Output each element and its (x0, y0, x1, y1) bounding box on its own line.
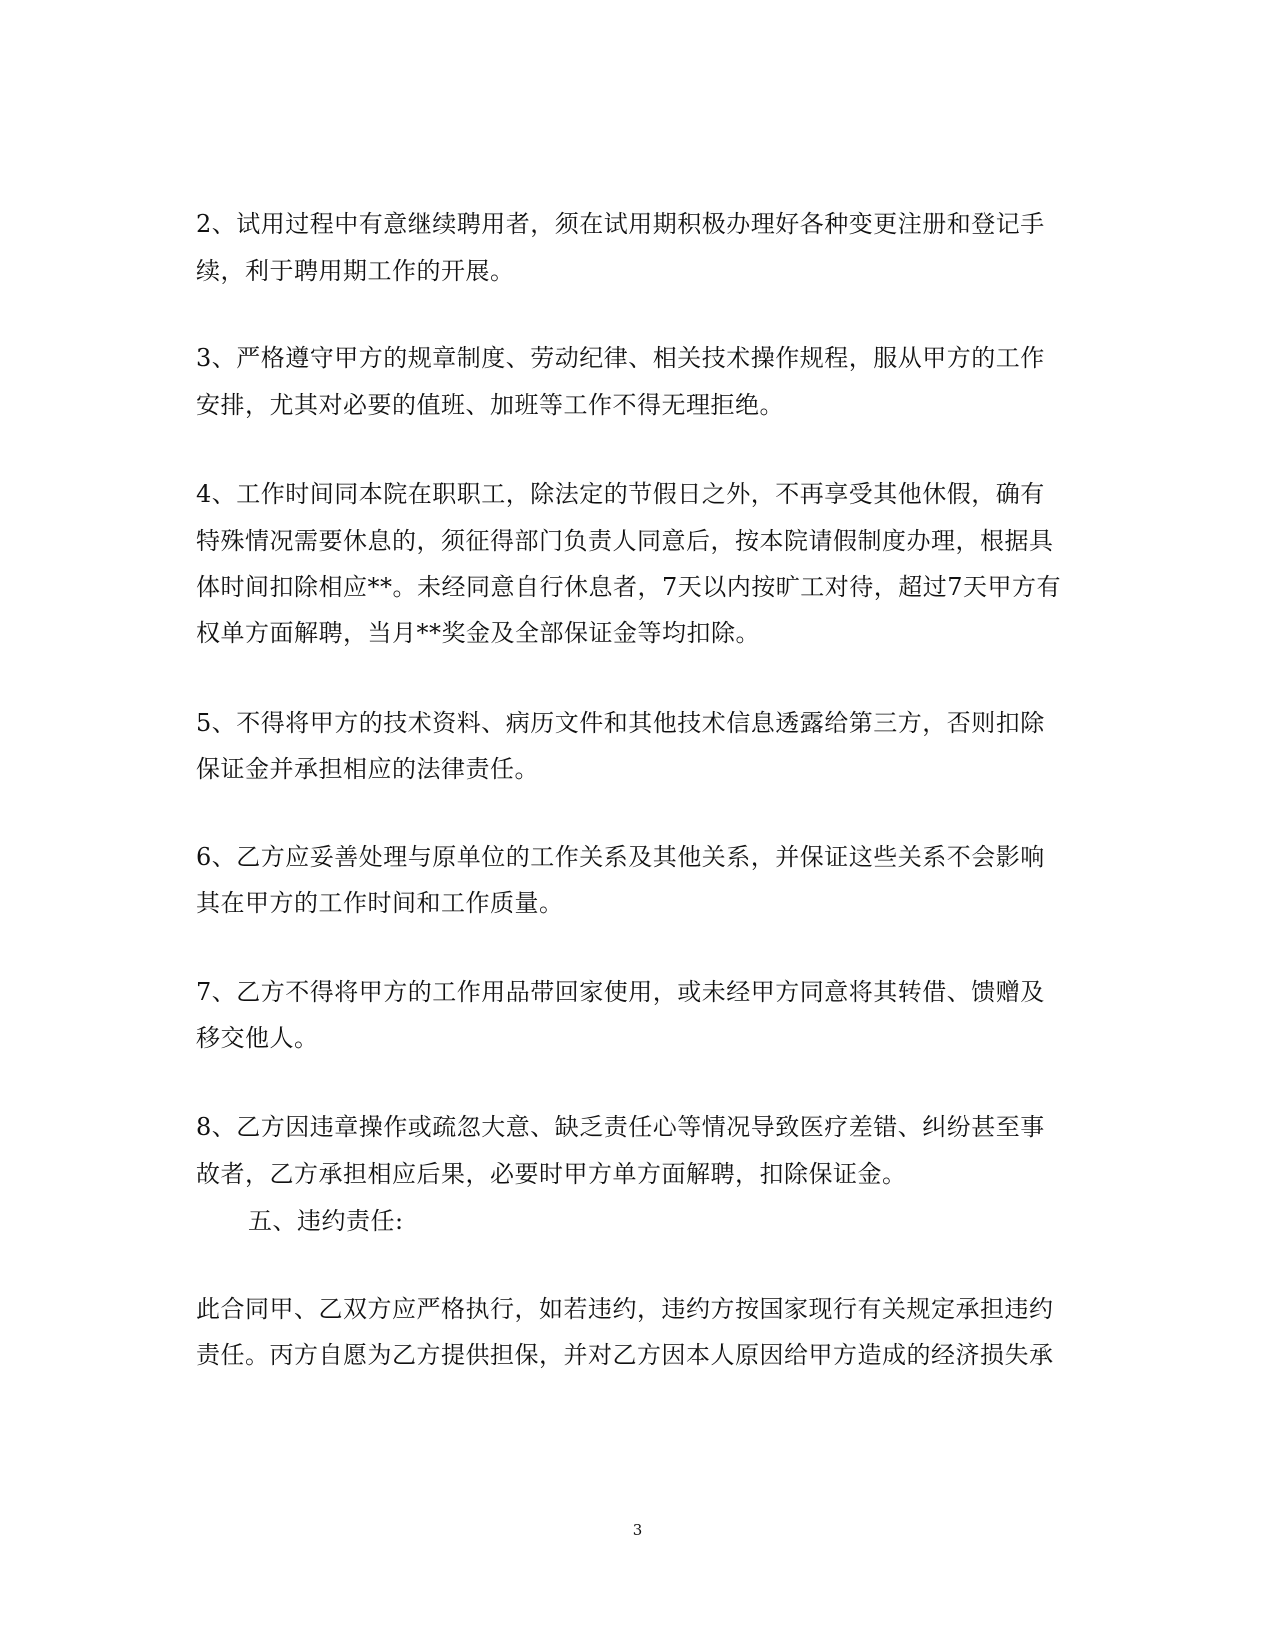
breach-paragraph-line-2: 责任。丙方自愿为乙方提供担保，并对乙方因本人原因给甲方造成的经济损失承 (196, 1341, 1054, 1369)
item-3-line-1: 3、严格遵守甲方的规章制度、劳动纪律、相关技术操作规程，服从甲方的工作 (196, 344, 1045, 372)
item-7-line-2: 移交他人。 (196, 1024, 319, 1052)
section-heading-breach-liability: 五、违约责任: (248, 1207, 404, 1235)
item-5-line-1: 5、不得将甲方的技术资料、病历文件和其他技术信息透露给第三方，否则扣除 (196, 709, 1045, 737)
breach-paragraph-line-1: 此合同甲、乙双方应严格执行，如若违约，违约方按国家现行有关规定承担违约 (196, 1295, 1054, 1323)
item-3-line-2: 安排，尤其对必要的值班、加班等工作不得无理拒绝。 (196, 391, 784, 419)
item-8-line-2: 故者，乙方承担相应后果，必要时甲方单方面解聘，扣除保证金。 (196, 1160, 907, 1188)
item-6-line-2: 其在甲方的工作时间和工作质量。 (196, 889, 564, 917)
item-4-line-1: 4、工作时间同本院在职职工，除法定的节假日之外，不再享受其他休假，确有 (196, 480, 1045, 508)
item-8-line-1: 8、乙方因违章操作或疏忽大意、缺乏责任心等情况导致医疗差错、纠纷甚至事 (196, 1113, 1045, 1141)
item-2-line-1: 2、试用过程中有意继续聘用者，须在试用期积极办理好各种变更注册和登记手 (196, 210, 1045, 238)
page-number: 3 (632, 1521, 643, 1539)
item-4-line-2: 特殊情况需要休息的，须征得部门负责人同意后，按本院请假制度办理，根据具 (196, 527, 1054, 555)
item-6-line-1: 6、乙方应妥善处理与原单位的工作关系及其他关系，并保证这些关系不会影响 (196, 843, 1045, 871)
item-2-line-2: 续，利于聘用期工作的开展。 (196, 257, 515, 285)
item-5-line-2: 保证金并承担相应的法律责任。 (196, 755, 539, 783)
item-4-line-3: 体时间扣除相应**。未经同意自行休息者，7天以内按旷工对待，超过7天甲方有 (196, 573, 1062, 601)
item-4-line-4: 权单方面解聘，当月**奖金及全部保证金等均扣除。 (196, 619, 760, 647)
item-7-line-1: 7、乙方不得将甲方的工作用品带回家使用，或未经甲方同意将其转借、馈赠及 (196, 978, 1045, 1006)
